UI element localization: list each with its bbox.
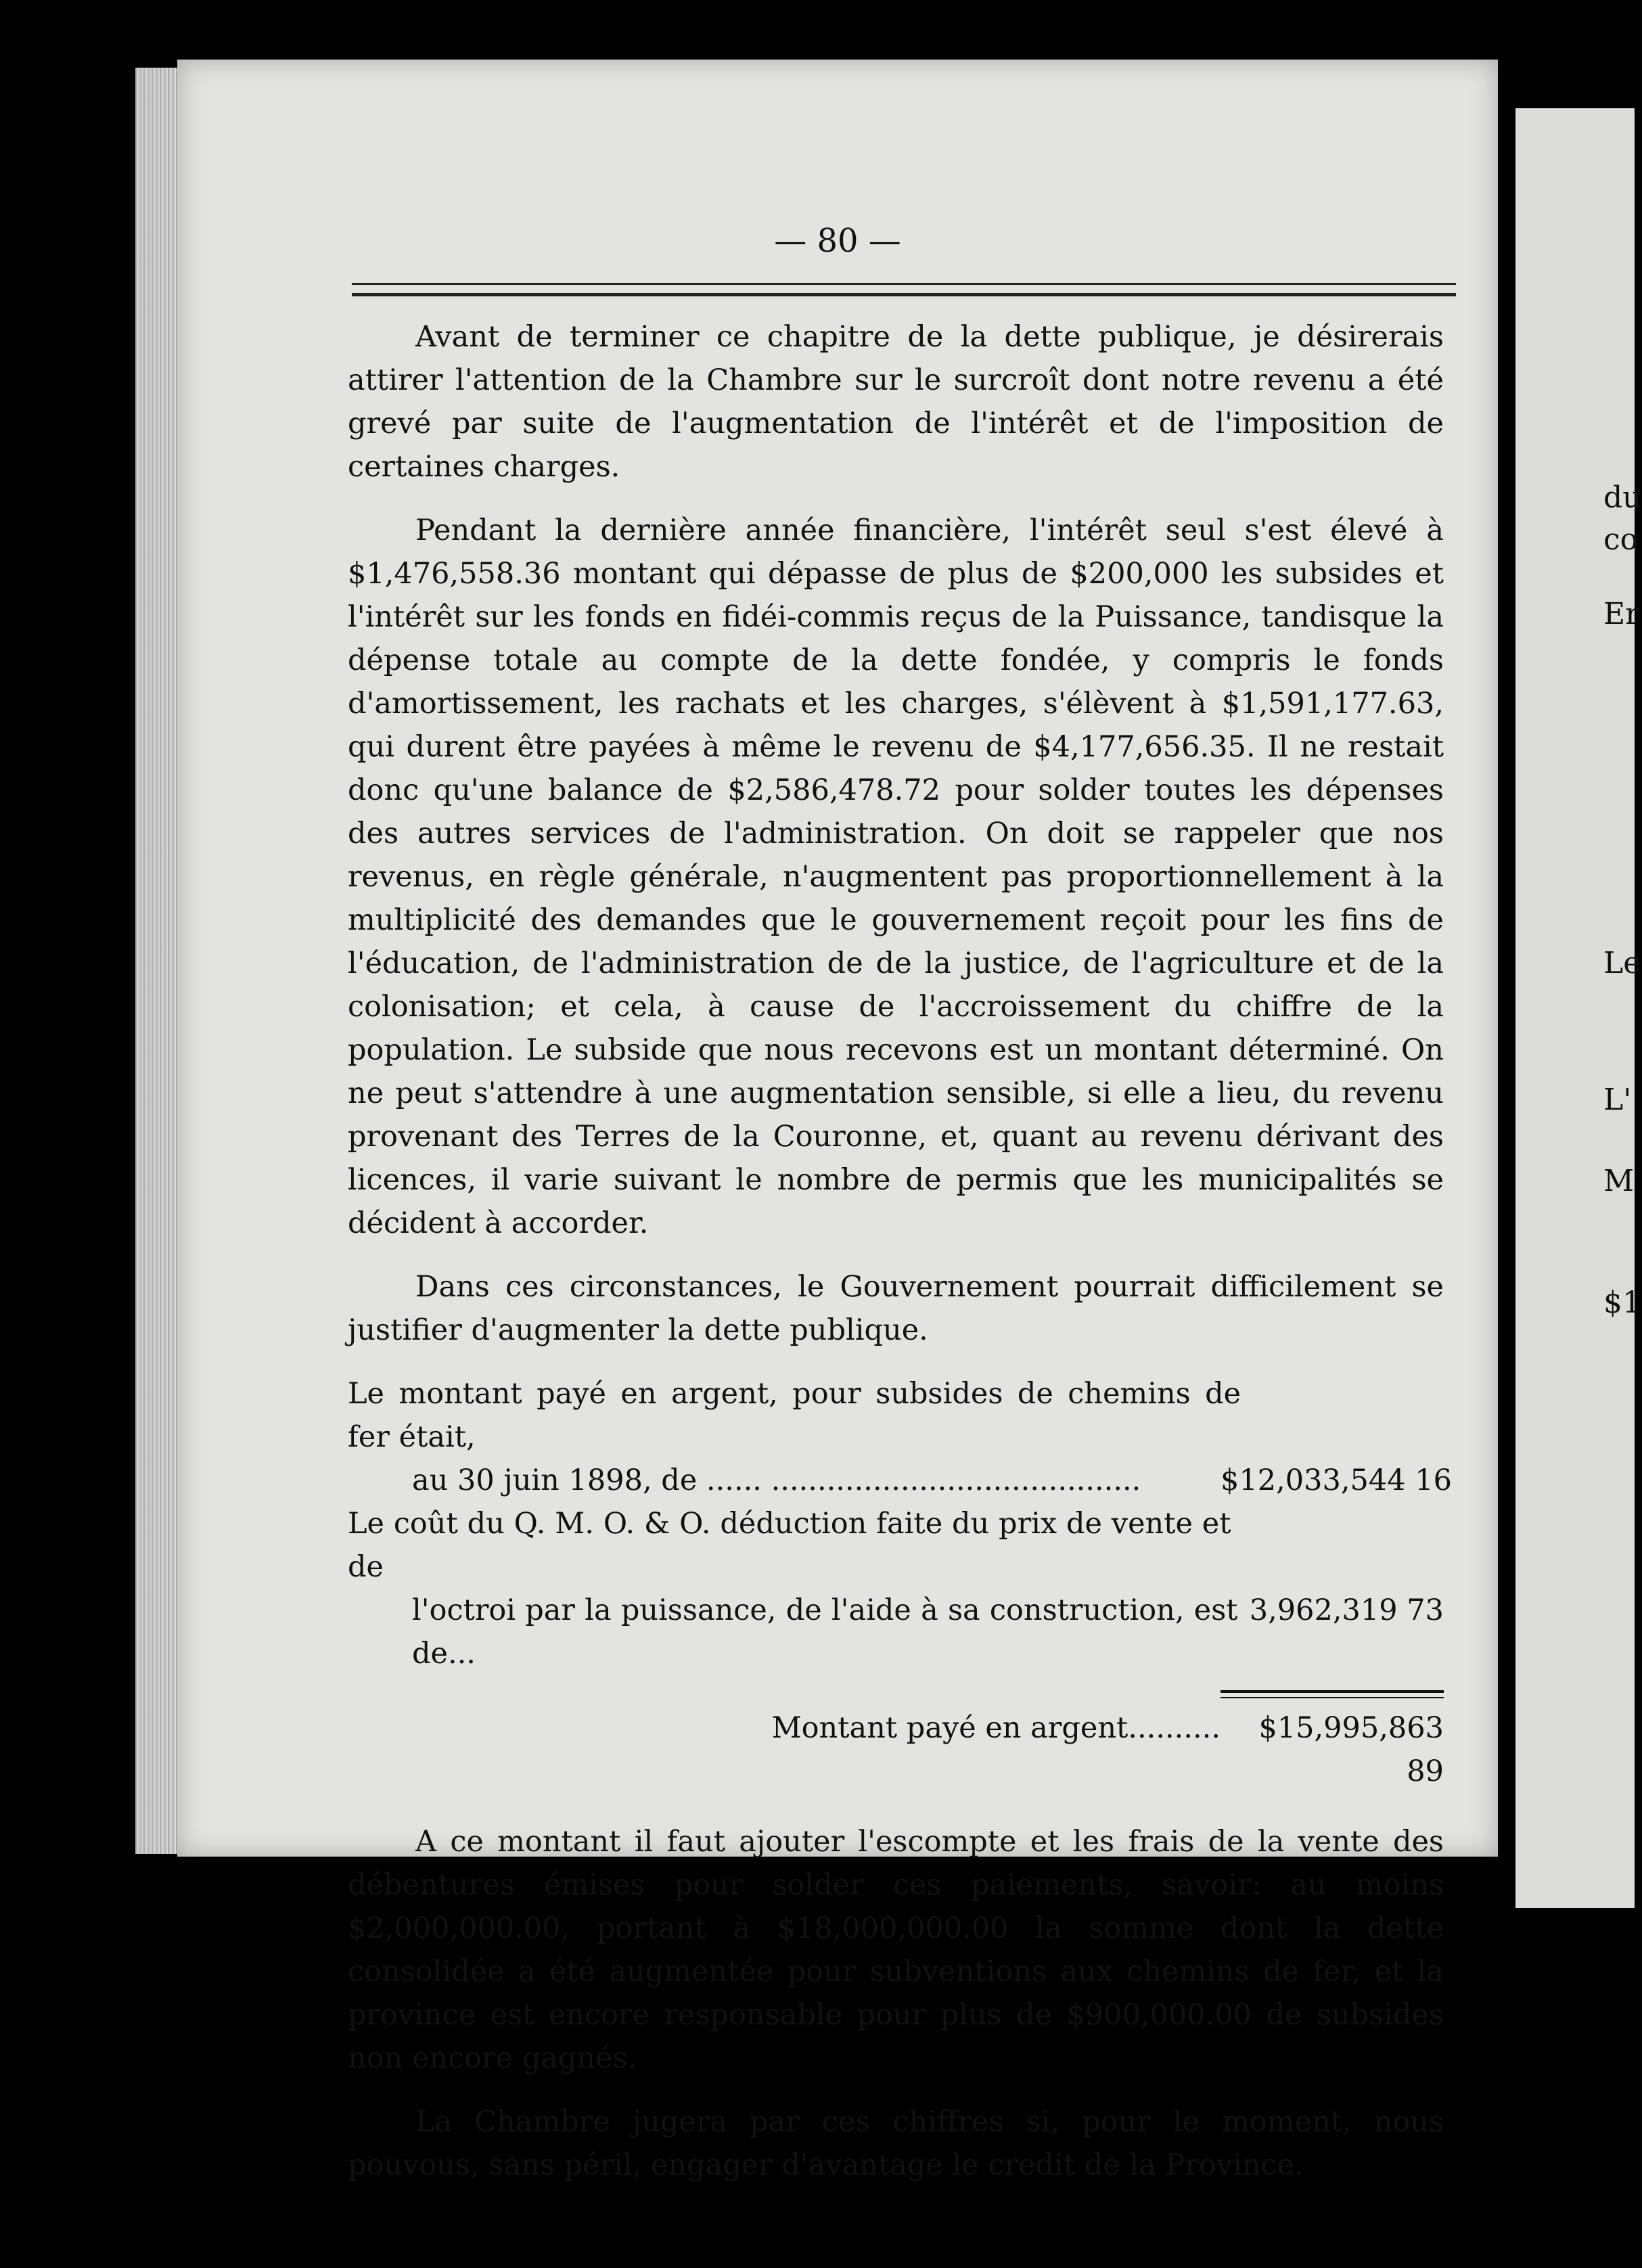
ledger-desc: Le montant payé en argent, pour subsides de chemins de fer était, xyxy=(348,1377,1241,1454)
facing-fragment: du xyxy=(1603,480,1642,515)
facing-fragment: Er xyxy=(1603,597,1640,631)
total-label: Montant payé en argent.......... xyxy=(771,1711,1221,1745)
paragraph-1: Avant de terminer ce chapitre de la dette publique, je désirerais attirer l'attention de la Chambre sur le surcroît dont notre revenu a été grevé par suite de l'augmentation de l'intérêt et de l'imposition de certaines charges. xyxy=(348,320,1444,484)
body-text xyxy=(348,315,1452,2207)
page-edges xyxy=(135,68,183,1854)
facing-page xyxy=(1515,108,1642,1908)
facing-fragment: Le xyxy=(1603,946,1641,980)
header-rule xyxy=(352,283,1456,296)
facing-fragment: L' xyxy=(1603,1083,1632,1117)
document-page xyxy=(177,60,1498,2182)
page-number: — 80 — xyxy=(774,222,901,260)
ledger-total-row xyxy=(348,1706,1444,1793)
facing-fragment: M xyxy=(1603,1164,1635,1198)
ledger-desc: au 30 juin 1898, de ...... ........................................ xyxy=(412,1464,1141,1497)
ledger-desc: l'octroi par la puissance, de l'aide à sa construction, est de... xyxy=(412,1593,1238,1671)
facing-fragment: co xyxy=(1603,522,1639,557)
ledger-row xyxy=(348,1372,1444,1459)
total-amount: $15,995,863 89 xyxy=(1258,1711,1444,1788)
paragraph-5: La Chambre jugera par ces chiffres si, pour le moment, nous pouvous, sans péril, engager d'avantage le credit de la Province. xyxy=(348,2105,1444,2182)
ledger-amount: $12,033,544 16 xyxy=(1221,1464,1452,1497)
ledger-row xyxy=(348,1459,1452,1502)
paragraph-2: Pendant la dernière année financière, l'intérêt seul s'est élevé à $1,476,558.36 montant qui dépasse de plus de $200,000 les subsides et l'intérêt sur les fonds en fidéi-commis reçus de la Puissance, tandisque la dépense totale au compte de la dette fondée, y compris le fonds d'amortissement, les rachats et les charges, s'élèvent à $1,591,177.63, qui durent être payées à même le revenu de $4,177,656.35. Il ne restait donc qu'une balance de $2,586,478.72 pour solder toutes les dépenses des autres services de l'administration. On doit se rappeler que nos revenus, en règle générale, n'augmentent pas proportionnellement à la multiplicité des demandes que le gouvernement reçoit pour les fins de l'éducation, de l'administration de de la justice, de l'agriculture et de la colonisation; et cela, à cause de l'accroissement du chiffre de la population. Le subside que nous recevons est un montant déterminé. On ne peut s'attendre à une augmentation sensible, si elle a lieu, du revenu provenant des Terres de la Couronne, et, quant au revenu dérivant des licences, il varie suivant le nombre de permis que les municipalités se décident à accorder. xyxy=(348,514,1444,1240)
paragraph-3: Dans ces circonstances, le Gouvernement pourrait difficilement se justifier d'augmenter la dette publique. xyxy=(348,1270,1444,1347)
ledger-table xyxy=(348,1372,1452,1793)
paragraph-4: A ce montant il faut ajouter l'escompte et les frais de la vente des débentures émises pour solder ces paiements, savoir: au moins $2,000,000.00, portant à $18,000,000.00 la somme dont la dette consolidée a été augmentée pour subventions aux chemins de fer, et la province est encore responsable pour plus de $900,000.00 de subsides non encore gagnés. xyxy=(348,1825,1444,2075)
ledger-amount: 3,962,319 73 xyxy=(1249,1593,1444,1627)
ledger-row xyxy=(348,1502,1444,1589)
ledger-row xyxy=(348,1589,1444,1675)
facing-fragment: $1 xyxy=(1603,1286,1641,1320)
ledger-desc: Le coût du Q. M. O. & O. déduction faite du prix de vente et de xyxy=(348,1507,1231,1584)
total-rule xyxy=(1221,1690,1444,1698)
